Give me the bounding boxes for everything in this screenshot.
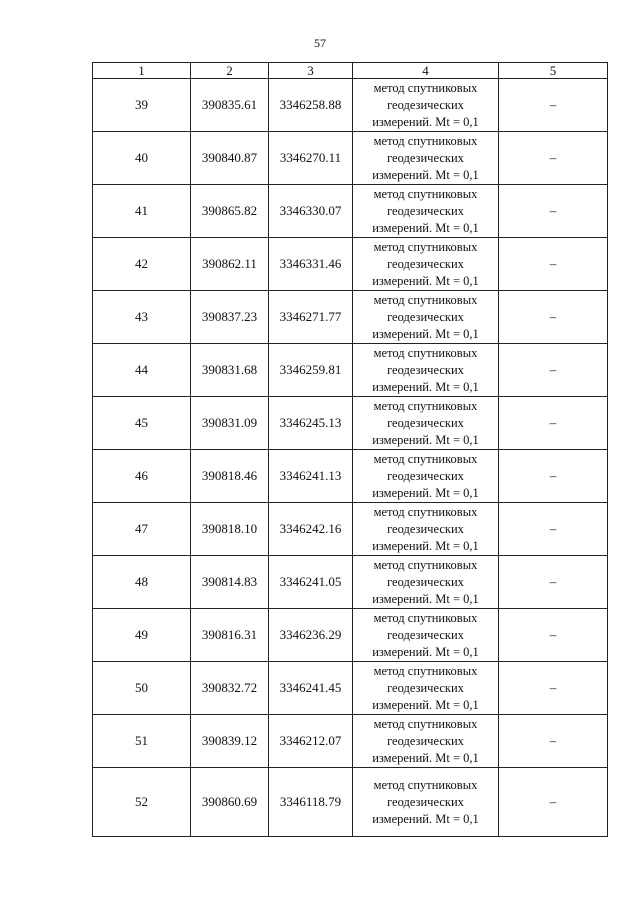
y-coordinate-cell: 3346241.13	[269, 450, 353, 503]
method-line: геодезических	[387, 415, 464, 430]
method-line: геодезических	[387, 468, 464, 483]
x-coordinate-cell: 390835.61	[191, 79, 269, 132]
table-row	[93, 662, 608, 715]
x-coordinate-cell: 390832.72	[191, 662, 269, 715]
method-line: метод спутниковых	[373, 239, 478, 254]
column-header-5: 5	[499, 63, 608, 79]
point-number-cell: 46	[93, 450, 191, 503]
table-row	[93, 132, 608, 185]
table-row	[93, 344, 608, 397]
note-cell: –	[499, 397, 608, 450]
note-cell: –	[499, 556, 608, 609]
note-cell: –	[499, 450, 608, 503]
y-coordinate-cell: 3346212.07	[269, 715, 353, 768]
y-coordinate-cell: 3346236.29	[269, 609, 353, 662]
y-coordinate-cell: 3346241.45	[269, 662, 353, 715]
x-coordinate-cell: 390839.12	[191, 715, 269, 768]
y-coordinate-cell: 3346259.81	[269, 344, 353, 397]
method-line: геодезических	[387, 97, 464, 112]
x-coordinate-cell: 390818.46	[191, 450, 269, 503]
method-line: измерений. Mt = 0,1	[372, 167, 479, 182]
x-coordinate-cell: 390862.11	[191, 238, 269, 291]
column-header-3: 3	[269, 63, 353, 79]
method-line: измерений. Mt = 0,1	[372, 114, 479, 129]
method-cell	[353, 662, 499, 715]
point-number-cell: 49	[93, 609, 191, 662]
point-number-cell: 45	[93, 397, 191, 450]
point-number-cell: 47	[93, 503, 191, 556]
y-coordinate-cell: 3346271.77	[269, 291, 353, 344]
note-cell: –	[499, 291, 608, 344]
method-line: геодезических	[387, 256, 464, 271]
y-coordinate-cell: 3346245.13	[269, 397, 353, 450]
method-cell	[353, 609, 499, 662]
point-number-cell: 51	[93, 715, 191, 768]
method-line: метод спутниковых	[373, 186, 478, 201]
method-cell	[353, 715, 499, 768]
method-line: геодезических	[387, 309, 464, 324]
method-line: геодезических	[387, 150, 464, 165]
method-line: геодезических	[387, 794, 464, 809]
point-number-cell: 42	[93, 238, 191, 291]
method-line: метод спутниковых	[373, 663, 478, 678]
y-coordinate-cell: 3346241.05	[269, 556, 353, 609]
method-line: измерений. Mt = 0,1	[372, 697, 479, 712]
y-coordinate-cell: 3346270.11	[269, 132, 353, 185]
method-cell	[353, 768, 499, 837]
method-line: метод спутниковых	[373, 398, 478, 413]
method-line: метод спутниковых	[373, 777, 478, 792]
method-line: геодезических	[387, 574, 464, 589]
y-coordinate-cell: 3346331.46	[269, 238, 353, 291]
table-body	[93, 79, 608, 837]
point-number-cell: 43	[93, 291, 191, 344]
method-cell	[353, 79, 499, 132]
x-coordinate-cell: 390860.69	[191, 768, 269, 837]
table-row	[93, 768, 608, 837]
method-line: метод спутниковых	[373, 610, 478, 625]
method-line: измерений. Mt = 0,1	[372, 220, 479, 235]
method-line: метод спутниковых	[373, 345, 478, 360]
note-cell: –	[499, 344, 608, 397]
column-header-2: 2	[191, 63, 269, 79]
table-row	[93, 609, 608, 662]
point-number-cell: 39	[93, 79, 191, 132]
note-cell: –	[499, 503, 608, 556]
table-row	[93, 291, 608, 344]
y-coordinate-cell: 3346258.88	[269, 79, 353, 132]
note-cell: –	[499, 132, 608, 185]
y-coordinate-cell: 3346330.07	[269, 185, 353, 238]
method-line: метод спутниковых	[373, 80, 478, 95]
method-line: метод спутниковых	[373, 716, 478, 731]
x-coordinate-cell: 390814.83	[191, 556, 269, 609]
method-line: измерений. Mt = 0,1	[372, 591, 479, 606]
coordinates-table	[92, 62, 608, 837]
method-line: измерений. Mt = 0,1	[372, 379, 479, 394]
method-line: геодезических	[387, 362, 464, 377]
method-line: метод спутниковых	[373, 133, 478, 148]
method-line: измерений. Mt = 0,1	[372, 644, 479, 659]
table-row	[93, 185, 608, 238]
x-coordinate-cell: 390840.87	[191, 132, 269, 185]
method-cell	[353, 291, 499, 344]
x-coordinate-cell: 390818.10	[191, 503, 269, 556]
x-coordinate-cell: 390831.68	[191, 344, 269, 397]
method-line: геодезических	[387, 680, 464, 695]
method-line: измерений. Mt = 0,1	[372, 485, 479, 500]
method-line: измерений. Mt = 0,1	[372, 326, 479, 341]
method-cell	[353, 132, 499, 185]
table-row	[93, 450, 608, 503]
note-cell: –	[499, 715, 608, 768]
method-line: метод спутниковых	[373, 504, 478, 519]
method-line: измерений. Mt = 0,1	[372, 273, 479, 288]
method-line: геодезических	[387, 733, 464, 748]
method-cell	[353, 185, 499, 238]
point-number-cell: 41	[93, 185, 191, 238]
table-row	[93, 238, 608, 291]
method-line: измерений. Mt = 0,1	[372, 750, 479, 765]
x-coordinate-cell: 390831.09	[191, 397, 269, 450]
method-cell	[353, 503, 499, 556]
page-number: 57	[314, 36, 326, 50]
method-line: метод спутниковых	[373, 451, 478, 466]
method-cell	[353, 556, 499, 609]
method-line: геодезических	[387, 203, 464, 218]
method-line: геодезических	[387, 627, 464, 642]
table-row	[93, 79, 608, 132]
table-row	[93, 397, 608, 450]
note-cell: –	[499, 609, 608, 662]
method-line: измерений. Mt = 0,1	[372, 432, 479, 447]
table-row	[93, 556, 608, 609]
note-cell: –	[499, 185, 608, 238]
x-coordinate-cell: 390837.23	[191, 291, 269, 344]
method-cell	[353, 450, 499, 503]
x-coordinate-cell: 390816.31	[191, 609, 269, 662]
note-cell: –	[499, 662, 608, 715]
point-number-cell: 40	[93, 132, 191, 185]
table-row	[93, 715, 608, 768]
point-number-cell: 50	[93, 662, 191, 715]
y-coordinate-cell: 3346118.79	[269, 768, 353, 837]
method-line: метод спутниковых	[373, 292, 478, 307]
method-line: геодезических	[387, 521, 464, 536]
column-header-4: 4	[353, 63, 499, 79]
method-line: измерений. Mt = 0,1	[372, 811, 479, 826]
method-cell	[353, 397, 499, 450]
method-line: измерений. Mt = 0,1	[372, 538, 479, 553]
table-header-row	[93, 63, 608, 79]
point-number-cell: 48	[93, 556, 191, 609]
point-number-cell: 44	[93, 344, 191, 397]
note-cell: –	[499, 79, 608, 132]
table-row	[93, 503, 608, 556]
point-number-cell: 52	[93, 768, 191, 837]
column-header-1: 1	[93, 63, 191, 79]
x-coordinate-cell: 390865.82	[191, 185, 269, 238]
method-cell	[353, 238, 499, 291]
note-cell: –	[499, 768, 608, 837]
note-cell: –	[499, 238, 608, 291]
y-coordinate-cell: 3346242.16	[269, 503, 353, 556]
method-line: метод спутниковых	[373, 557, 478, 572]
method-cell	[353, 344, 499, 397]
